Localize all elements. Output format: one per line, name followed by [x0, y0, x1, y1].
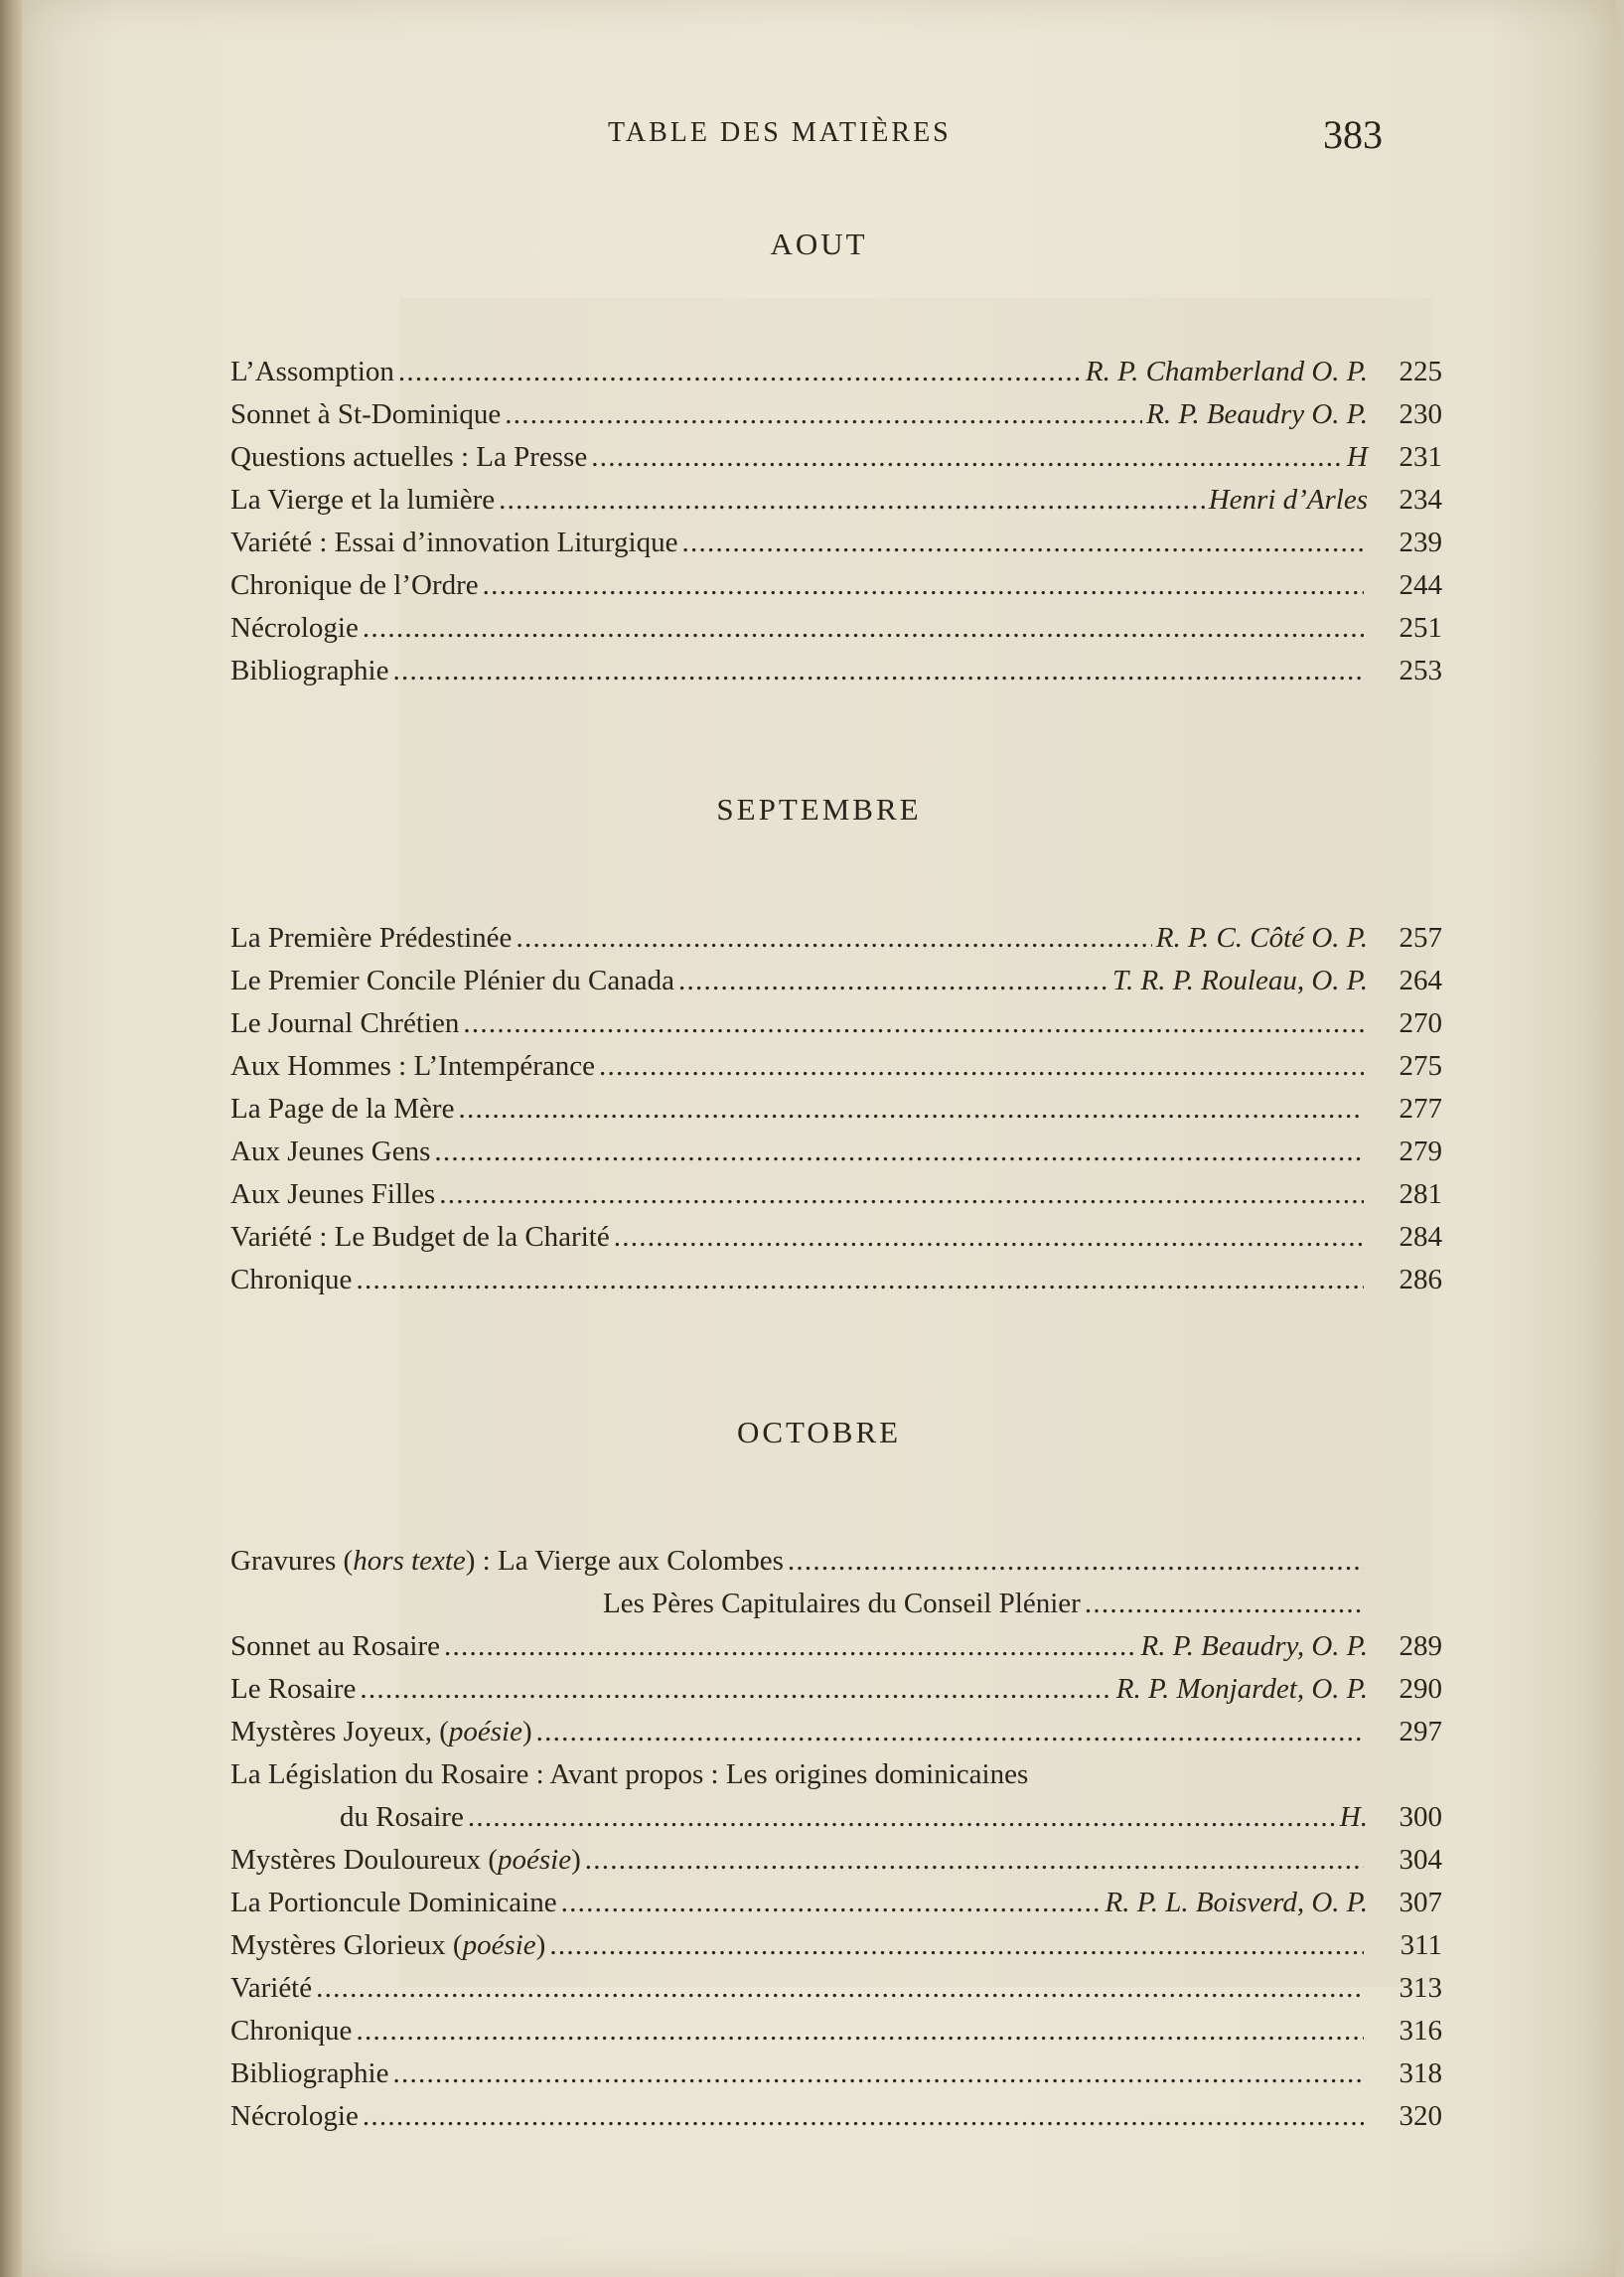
toc-entry: [230, 1136, 1442, 1178]
dot-leader: [536, 1716, 1364, 1748]
dot-leader: [483, 569, 1364, 602]
entry-title: [230, 1844, 581, 1877]
entry-title: Sonnet à St-Dominique: [230, 398, 502, 430]
entry-title: Aux Jeunes Gens: [230, 1136, 431, 1167]
dot-leader: [468, 1801, 1336, 1834]
toc-entry: [230, 569, 1442, 612]
entry-page-number: 313: [1399, 1972, 1442, 2004]
entry-page-number: 279: [1399, 1136, 1442, 1167]
entry-title: Bibliographie: [230, 2057, 389, 2089]
dot-leader: [392, 2057, 1364, 2090]
entry-title: Aux Hommes : L’Intempérance: [230, 1050, 595, 1082]
entry-title: [230, 1716, 532, 1748]
entry-title-italic: poésie: [448, 1716, 522, 1747]
entry-page-number: 244: [1399, 569, 1442, 601]
entry-title-part: Mystères Glorieux (: [230, 1929, 463, 1961]
entry-title: Variété : Le Budget de la Charité: [230, 1221, 610, 1253]
dot-leader: [463, 1007, 1364, 1040]
entry-author: H.: [1339, 1801, 1368, 1833]
entry-title: Sonnet au Rosaire: [230, 1630, 441, 1662]
entry-page-number: 239: [1399, 527, 1442, 558]
toc-entry: [230, 1178, 1442, 1221]
entry-title: La Page de la Mère: [230, 1093, 455, 1125]
dot-leader: [681, 527, 1364, 559]
entry-title: La Législation du Rosaire : Avant propos : Les origines dominicaines: [230, 1758, 1029, 1790]
entry-page-number: 307: [1399, 1887, 1442, 1918]
entry-page-number: 286: [1399, 1264, 1442, 1295]
entry-title: L’Assomption: [230, 356, 394, 387]
toc-entry: [230, 1630, 1442, 1673]
entry-page-number: 297: [1399, 1716, 1442, 1747]
entry-page-number: 230: [1399, 398, 1442, 430]
entry-page-number: 251: [1399, 612, 1442, 644]
entry-title: Chronique de l’Ordre: [230, 569, 479, 601]
entry-title-italic: poésie: [462, 1929, 536, 1961]
toc-entry: [230, 1716, 1442, 1758]
running-title: TABLE DES MATIÈRES: [608, 117, 952, 148]
page-number: 383: [1323, 112, 1383, 157]
entry-page-number: 257: [1399, 922, 1442, 954]
toc-section-aout: [230, 356, 1442, 697]
entry-title-part: Mystères Joyeux, (: [230, 1716, 449, 1747]
entry-title: La Vierge et la lumière: [230, 484, 496, 516]
entry-title-part: Gravures (: [230, 1545, 354, 1577]
toc-entry: [230, 398, 1442, 441]
toc-entry: [230, 1545, 1442, 1588]
toc-entry: [230, 1264, 1442, 1306]
entry-page-number: 253: [1399, 655, 1442, 686]
dot-leader: [516, 922, 1151, 955]
dot-leader: [360, 1673, 1111, 1706]
dot-leader: [561, 1887, 1102, 1919]
entry-title: Variété : Essai d’innovation Liturgique: [230, 527, 678, 558]
entry-title-part: ): [535, 1929, 546, 1961]
toc-entry: [230, 1844, 1442, 1887]
dot-leader: [585, 1844, 1364, 1877]
dot-leader: [499, 484, 1205, 517]
entry-title-italic: poésie: [498, 1844, 572, 1876]
toc-entry: [230, 356, 1442, 398]
entry-author: R. P. L. Boisverd, O. P.: [1105, 1887, 1368, 1918]
entry-title: Variété: [230, 1972, 313, 2004]
entry-title-part: ): [521, 1716, 532, 1747]
entry-page-number: 289: [1399, 1630, 1442, 1662]
entry-title: La Portioncule Dominicaine: [230, 1887, 557, 1918]
toc-section-octobre: [230, 1545, 1442, 2143]
dot-leader: [439, 1178, 1364, 1211]
entry-title: Nécrologie: [230, 2100, 359, 2132]
dot-leader: [398, 356, 1082, 388]
entry-title: Les Pères Capitulaires du Conseil Plénier: [603, 1588, 1081, 1619]
dot-leader: [458, 1093, 1364, 1126]
toc-entry: [230, 527, 1442, 569]
entry-page-number: 316: [1399, 2015, 1442, 2047]
entry-author: Henri d’Arles: [1208, 484, 1368, 516]
entry-author: T. R. P. Rouleau, O. P.: [1112, 965, 1368, 996]
toc-entry: [230, 1929, 1442, 1972]
entry-page-number: 264: [1399, 965, 1442, 996]
entry-title: Le Premier Concile Plénier du Canada: [230, 965, 674, 996]
toc-entry: [230, 1221, 1442, 1264]
entry-page-number: 290: [1399, 1673, 1442, 1705]
entry-author: R. P. Beaudry, O. P.: [1140, 1630, 1368, 1662]
entry-author: R. P. Beaudry O. P.: [1146, 398, 1368, 430]
dot-leader: [788, 1545, 1364, 1578]
toc-entry: [230, 655, 1442, 697]
toc-entry: [230, 1673, 1442, 1716]
toc-entry: [230, 1758, 1442, 1801]
dot-leader: [614, 1221, 1364, 1254]
entry-author: R. P. Monjardet, O. P.: [1115, 1673, 1368, 1705]
toc-entry: [230, 612, 1442, 655]
entry-page-number: 225: [1399, 356, 1442, 387]
entry-page-number: 277: [1399, 1093, 1442, 1125]
page-header: [22, 111, 1616, 159]
entry-title: La Première Prédestinée: [230, 922, 513, 954]
dot-leader: [392, 655, 1364, 687]
entry-page-number: 275: [1399, 1050, 1442, 1082]
entry-page-number: 318: [1399, 2057, 1442, 2089]
entry-author: R. P. Chamberland O. P.: [1085, 356, 1368, 387]
entry-title-italic: hors texte: [353, 1545, 466, 1577]
dot-leader: [444, 1630, 1136, 1663]
toc-entry: [230, 1887, 1442, 1929]
toc-entry: [230, 922, 1442, 965]
entry-title: Le Journal Chrétien: [230, 1007, 460, 1039]
toc-entry: [230, 1093, 1442, 1136]
toc-entry: [230, 2015, 1442, 2057]
entry-title: [230, 1929, 545, 1962]
entry-title: du Rosaire: [340, 1801, 464, 1833]
dot-leader: [591, 441, 1343, 474]
dot-leader: [363, 612, 1364, 645]
entry-title: Questions actuelles : La Presse: [230, 441, 588, 473]
dot-leader: [1085, 1588, 1364, 1620]
entry-title-part: Mystères Douloureux (: [230, 1844, 499, 1876]
entry-title-part: ) : La Vierge aux Colombes: [465, 1545, 784, 1577]
dot-leader: [316, 1972, 1364, 2005]
dot-leader: [356, 1264, 1364, 1296]
book-spine-edge: [0, 0, 22, 2277]
dot-leader: [678, 965, 1108, 997]
toc-entry: [230, 2057, 1442, 2100]
entry-title: [230, 1545, 784, 1578]
entry-page-number: 234: [1399, 484, 1442, 516]
entry-page-number: 320: [1399, 2100, 1442, 2132]
toc-entry: [230, 484, 1442, 527]
toc-entry: [230, 1050, 1442, 1093]
entry-title: Bibliographie: [230, 655, 389, 686]
entry-author: H: [1347, 441, 1368, 473]
entry-title: Le Rosaire: [230, 1673, 357, 1705]
section-title-septembre: SEPTEMBRE: [716, 792, 922, 827]
dot-leader: [434, 1136, 1364, 1168]
dot-leader: [505, 398, 1142, 431]
entry-title: Chronique: [230, 1264, 353, 1295]
dot-leader: [363, 2100, 1364, 2133]
section-title-aout: AOUT: [770, 227, 868, 261]
toc-entry: [230, 1007, 1442, 1050]
entry-page-number: 300: [1399, 1801, 1442, 1833]
entry-title: Nécrologie: [230, 612, 359, 644]
entry-page-number: 311: [1400, 1929, 1442, 1961]
toc-entry: [230, 1588, 1442, 1630]
toc-entry: [230, 2100, 1442, 2143]
entry-page-number: 281: [1399, 1178, 1442, 1210]
entry-author: R. P. C. Côté O. P.: [1155, 922, 1368, 954]
entry-page-number: 231: [1399, 441, 1442, 473]
toc-section-septembre: [230, 922, 1442, 1306]
entry-page-number: 304: [1399, 1844, 1442, 1876]
toc-entry: [230, 441, 1442, 484]
book-page: [22, 0, 1616, 2277]
dot-leader: [549, 1929, 1364, 1962]
entry-title-part: ): [571, 1844, 581, 1876]
dot-leader: [356, 2015, 1364, 2048]
toc-entry: [230, 965, 1442, 1007]
entry-page-number: 284: [1399, 1221, 1442, 1253]
entry-title: Aux Jeunes Filles: [230, 1178, 436, 1210]
entry-page-number: 270: [1399, 1007, 1442, 1039]
entry-title: Chronique: [230, 2015, 353, 2047]
toc-entry: [230, 1801, 1442, 1844]
section-title-octobre: OCTOBRE: [736, 1415, 902, 1449]
dot-leader: [599, 1050, 1364, 1083]
toc-entry: [230, 1972, 1442, 2015]
